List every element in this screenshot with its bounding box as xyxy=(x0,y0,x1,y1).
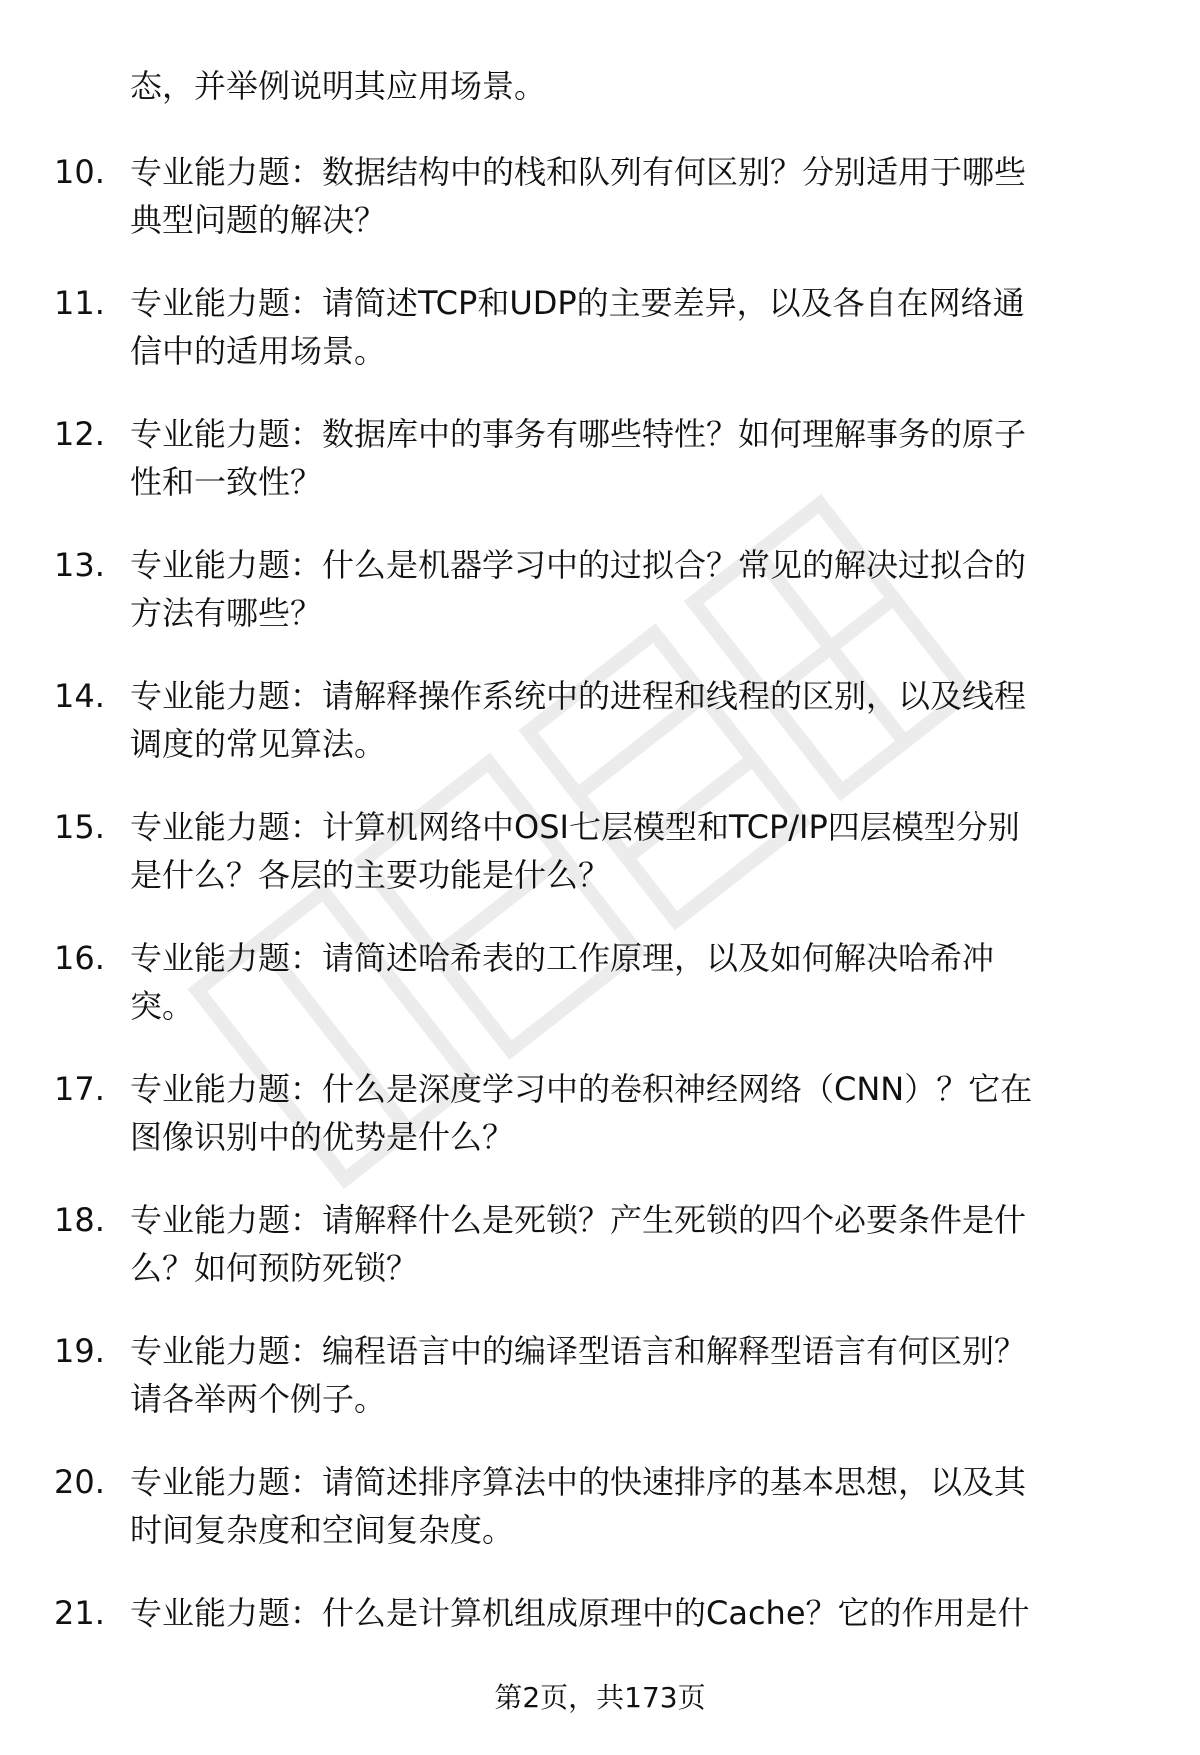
question-text-line: 请各举两个例子。 xyxy=(130,1380,387,1418)
question-text-line: 典型问题的解决？ xyxy=(130,201,387,239)
question-text-line: 专业能力题：什么是机器学习中的过拟合？常见的解决过拟合的 xyxy=(130,546,1027,584)
question-text-line: 信中的适用场景。 xyxy=(130,332,387,370)
question-text-line: 突。 xyxy=(130,987,195,1025)
question-text-line: 专业能力题：请解释什么是死锁？产生死锁的四个必要条件是什 xyxy=(130,1201,1027,1239)
question-number: 17. xyxy=(54,1070,105,1108)
question-text-line: 专业能力题：编程语言中的编译型语言和解释型语言有何区别？ xyxy=(130,1332,1027,1370)
question-text-line: 专业能力题：请简述哈希表的工作原理，以及如何解决哈希冲 xyxy=(130,939,995,977)
question-text-line: 专业能力题：什么是计算机组成原理中的Cache？它的作用是什 xyxy=(130,1594,1030,1632)
list-item xyxy=(0,148,1200,279)
list-item xyxy=(0,410,1200,541)
question-text-line: 专业能力题：数据结构中的栈和队列有何区别？分别适用于哪些 xyxy=(130,153,1027,191)
list-item xyxy=(0,672,1200,803)
continued-question-text: 态，并举例说明其应用场景。 xyxy=(130,67,547,105)
question-number: 11. xyxy=(54,284,105,322)
list-item xyxy=(0,934,1200,1065)
question-text-line: 方法有哪些？ xyxy=(130,594,323,632)
question-text-line: 性和一致性？ xyxy=(130,463,323,501)
list-item xyxy=(0,1065,1200,1196)
question-text-line: 专业能力题：计算机网络中OSI七层模型和TCP/IP四层模型分别 xyxy=(130,808,1020,846)
question-text-line: 调度的常见算法。 xyxy=(130,725,387,763)
question-text-line: 专业能力题：数据库中的事务有哪些特性？如何理解事务的原子 xyxy=(130,415,1027,453)
list-item xyxy=(0,1327,1200,1458)
list-item xyxy=(0,1458,1200,1589)
question-number: 20. xyxy=(54,1463,105,1501)
question-number: 13. xyxy=(54,546,105,584)
question-text-line: 么？如何预防死锁？ xyxy=(130,1249,419,1287)
list-item xyxy=(0,1196,1200,1327)
question-text-line: 专业能力题：请简述排序算法中的快速排序的基本思想，以及其 xyxy=(130,1463,1027,1501)
question-number: 15. xyxy=(54,808,105,846)
question-text-line: 是什么？各层的主要功能是什么？ xyxy=(130,856,611,894)
list-item xyxy=(0,541,1200,672)
page-footer: 第2页，共173页 xyxy=(494,1681,706,1714)
question-text-line: 专业能力题：请解释操作系统中的进程和线程的区别，以及线程 xyxy=(130,677,1027,715)
question-text-line: 时间复杂度和空间复杂度。 xyxy=(130,1511,515,1549)
question-number: 18. xyxy=(54,1201,105,1239)
question-text-line: 图像识别中的优势是什么？ xyxy=(130,1118,515,1156)
question-text-line: 专业能力题：什么是深度学习中的卷积神经网络（CNN）？它在 xyxy=(130,1070,1033,1108)
list-item xyxy=(0,279,1200,410)
question-number: 19. xyxy=(54,1332,105,1370)
question-text-line: 专业能力题：请简述TCP和UDP的主要差异，以及各自在网络通 xyxy=(130,284,1025,322)
list-item xyxy=(0,803,1200,934)
question-number: 14. xyxy=(54,677,105,715)
question-number: 10. xyxy=(54,153,105,191)
question-number: 16. xyxy=(54,939,105,977)
question-number: 21. xyxy=(54,1594,105,1632)
question-number: 12. xyxy=(54,415,105,453)
question-list xyxy=(0,148,1200,1720)
